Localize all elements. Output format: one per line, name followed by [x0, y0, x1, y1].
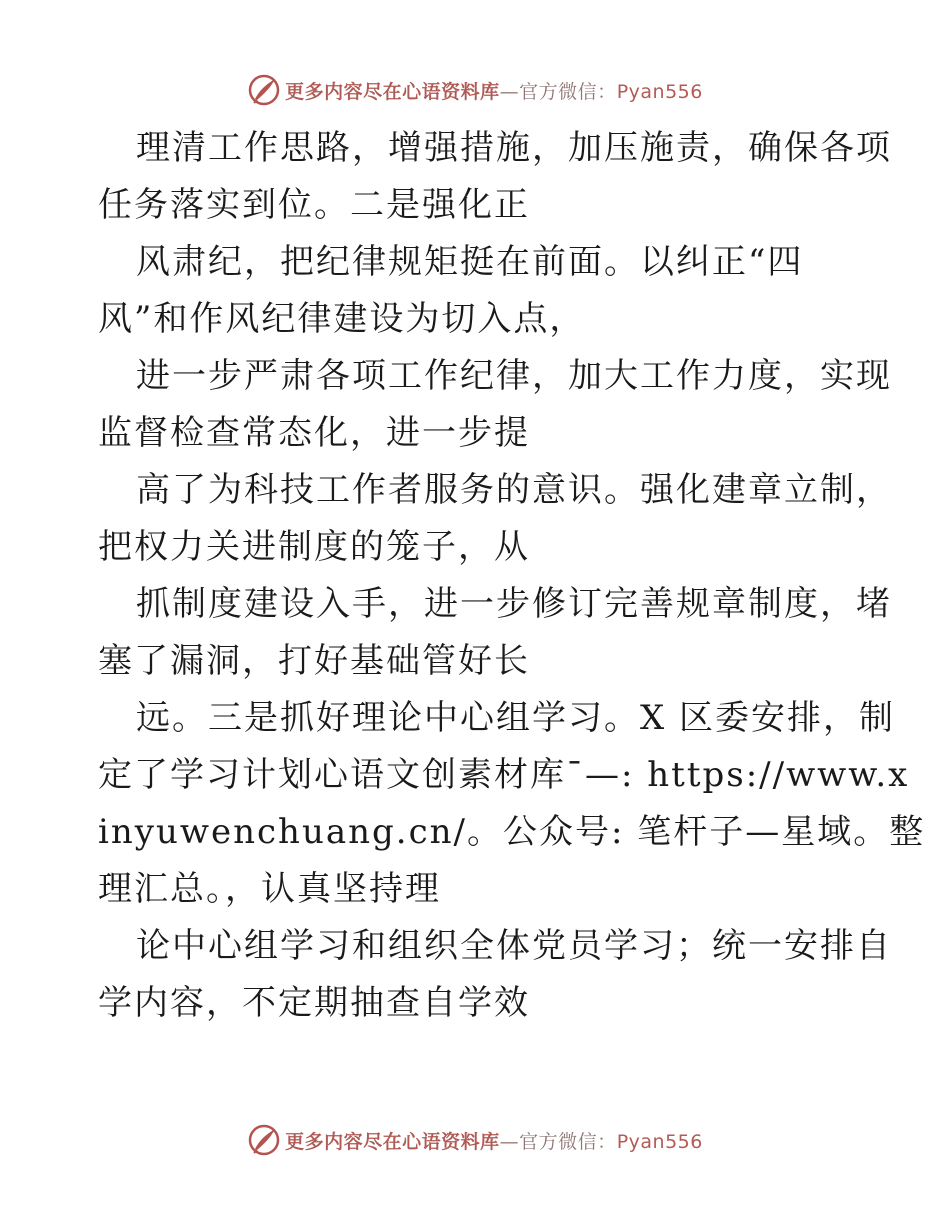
paragraph-line: 学内容，不定期抽查自学效: [98, 983, 530, 1023]
paragraph-line: 进一步严肃各项工作纪律，加大工作力度，实现: [136, 356, 892, 396]
quill-pen-logo-icon: [247, 1123, 281, 1157]
paragraph-line: 风肃纪，把纪律规矩挺在前面。以纠正“四: [136, 242, 804, 282]
watermark-wechat-id: Pyan556: [616, 80, 703, 103]
document-body: [98, 120, 926, 1032]
quill-pen-logo-icon: [247, 73, 281, 107]
paragraph-line: 任务落实到位。二是强化正: [98, 185, 530, 225]
paragraph-line: 监督检查常态化，进一步提: [98, 413, 530, 453]
watermark-brand: 更多内容尽在心语资料库: [285, 80, 500, 103]
paragraph-line: 理清工作思路，增强措施，加压施责，确保各项: [136, 128, 892, 168]
paragraph-line: 把权力关进制度的笼子，从: [98, 527, 530, 567]
paragraph-line: 抓制度建设入手，进一步修订完善规章制度，堵: [136, 584, 892, 624]
paragraph-line: 塞了漏洞，打好基础管好长: [98, 641, 530, 681]
watermark-separator: —: [499, 1130, 520, 1153]
paragraph-line: 定了学习计划心语文创素材库¯—: https://www.x: [98, 755, 910, 795]
paragraph-line: 远。三是抓好理论中心组学习。X 区委安排，制: [136, 698, 896, 738]
paragraph-line: 理汇总。，认真坚持理: [98, 869, 441, 909]
watermark-wechat-id: Pyan556: [616, 1130, 703, 1153]
watermark-separator: —: [499, 80, 520, 103]
watermark-brand: 更多内容尽在心语资料库: [285, 1130, 500, 1153]
paragraph-line: 论中心组学习和组织全体党员学习；统一安排自: [136, 926, 892, 966]
paragraph-line: 高了为科技工作者服务的意识。强化建章立制，: [136, 470, 892, 510]
paragraph-line: 风”和作风纪律建设为切入点，: [98, 299, 586, 339]
watermark-wechat-label: 官方微信：: [519, 80, 617, 103]
header-watermark: [0, 70, 950, 110]
watermark-wechat-label: 官方微信：: [519, 1130, 617, 1153]
footer-watermark: [0, 1120, 950, 1160]
paragraph-line: inyuwenchuang.cn/。公众号: 笔杆子—星域。整: [98, 812, 926, 852]
